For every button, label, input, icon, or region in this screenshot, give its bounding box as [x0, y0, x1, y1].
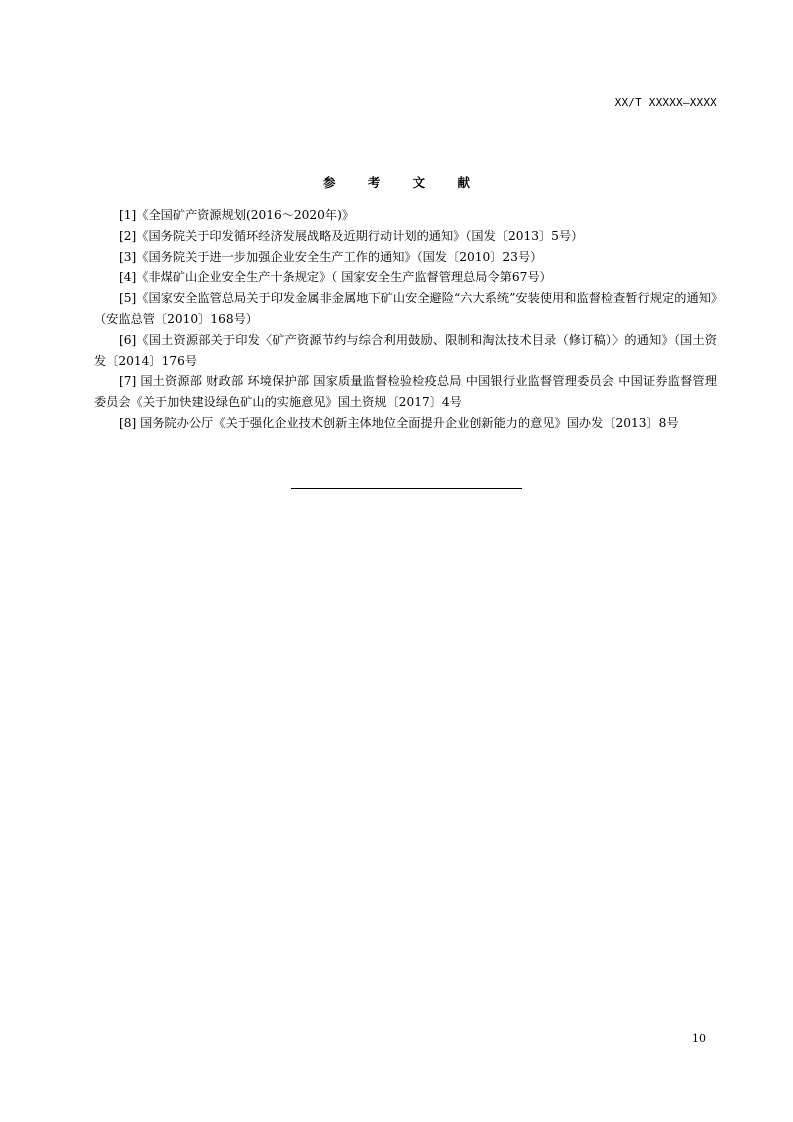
- reference-list: [94, 205, 717, 434]
- reference-item-5: [5]《国家安全监管总局关于印发金属非金属地下矿山安全避险“六大系统”安装使用和监督检查暂行规定的通知》（安监总管〔2010〕168号）: [94, 291, 717, 326]
- reference-item-4: [4]《非煤矿山企业安全生产十条规定》（ 国家安全生产监督管理总局令第67号）: [119, 270, 552, 285]
- reference-item-3: [3]《国务院关于进一步加强企业安全生产工作的通知》（国发〔2010〕23号）: [119, 249, 543, 264]
- section-title: 参 考 文 献: [322, 175, 485, 190]
- reference-item-6: [6]《国土资源部关于印发〈矿产资源节约与综合利用鼓励、限制和淘汰技术目录（修订稿）〉的通知》（国土资发〔2014〕176号: [94, 332, 717, 368]
- reference-item-1: [1]《全国矿产资源规划(2016～2020年)》: [119, 208, 355, 222]
- reference-item-7: [7] 国土资源部 财政部 环境保护部 国家质量监督检验检疫总局 中国银行业监督管理委员会 中国证券监督管理委员会《关于加快建设绿色矿山的实施意见》国土资规〔2017〕4号: [94, 374, 717, 410]
- reference-item-8: [8] 国务院办公厅《关于强化企业技术创新主体地位全面提升企业创新能力的意见》国办发〔2013〕8号: [119, 415, 679, 430]
- document-code-header: XX/T XXXXX—XXXX: [614, 96, 717, 109]
- page-number: 10: [692, 1032, 706, 1045]
- end-of-document-rule: [291, 488, 522, 489]
- reference-item-2: [2]《国务院关于印发循环经济发展战略及近期行动计划的通知》（国发〔2013〕5号）: [119, 228, 584, 243]
